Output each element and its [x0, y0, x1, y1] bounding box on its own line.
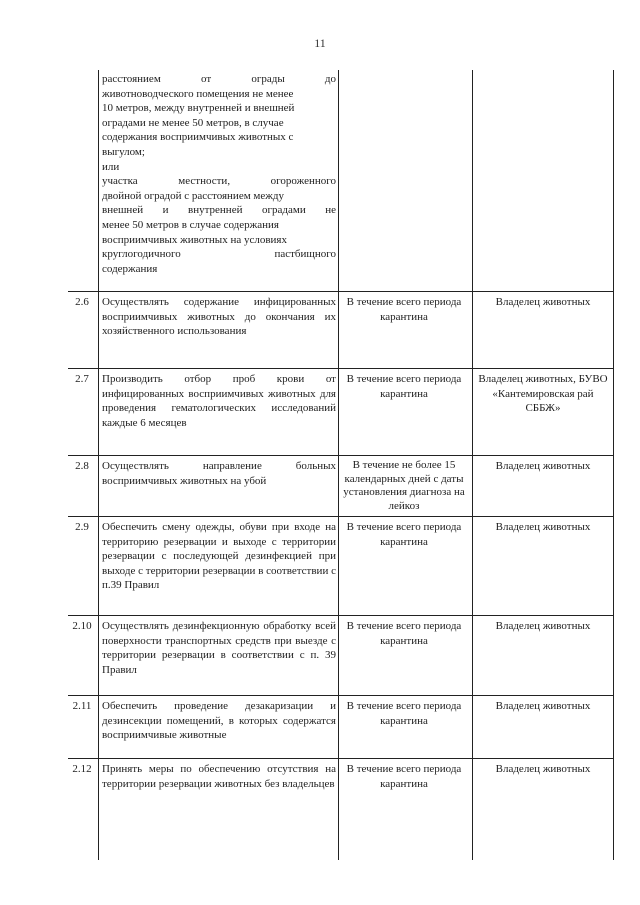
table-row: [68, 615, 614, 695]
table-row: [68, 695, 614, 758]
table-row-continuation: [68, 70, 614, 291]
row-period: В течение всего периода карантина: [346, 700, 462, 727]
text-line: или: [102, 160, 120, 173]
row-action: Осуществлять дезинфекционную обработку всей поверхности транспортных средств при выезде с территории резервации в соответствии с п. 39 Правил: [102, 620, 336, 676]
row-action: Осуществлять направление больных восприимчивых животных на убой: [102, 460, 336, 487]
row-responsible: Владелец животных: [495, 296, 591, 308]
text-line: внешней и внутренней оградами не: [102, 204, 336, 217]
text-line: содержания: [102, 262, 158, 275]
row-action: Обеспечить смену одежды, обуви при входе на территорию резервации и выходе с территории резервации с последующей дезинфекцией при выходе с территории резервации в соответствии с п.39 Правил: [102, 521, 336, 592]
row-period: В течение всего периода карантина: [346, 763, 462, 790]
row-action: Осуществлять содержание инфицированных восприимчивых животных до окончания их хозяйственного использования: [102, 296, 336, 338]
row-responsible: Владелец животных: [495, 700, 591, 712]
text-line: животноводческого помещения не менее: [102, 87, 294, 100]
table-row: [68, 758, 614, 860]
row-responsible: Владелец животных: [495, 460, 591, 472]
row-number: 2.12: [72, 763, 92, 775]
page-number: 11: [314, 36, 326, 50]
row-period: В течение всего периода карантина: [346, 296, 462, 323]
table-row: [68, 455, 614, 516]
row-action: Обеспечить проведение дезакаризации и дезинсекции помещений, в которых содержатся восприимчивые животные: [102, 700, 336, 742]
row-period: В течение всего периода карантина: [346, 373, 462, 400]
text-line: выгулом;: [102, 145, 145, 158]
row-responsible: Владелец животных: [495, 620, 591, 632]
row-number: 2.9: [75, 521, 89, 533]
row-number: 2.8: [75, 460, 89, 472]
text-line: менее 50 метров в случае содержания: [102, 218, 279, 231]
row-number: 2.11: [72, 700, 92, 712]
text-line: расстоянием от ограды до: [102, 73, 336, 85]
row-responsible: Владелец животных: [495, 763, 591, 775]
row-period: В течение всего периода карантина: [346, 620, 462, 647]
row-period: В течение не более 15 календарных дней с даты установления диагноза на лейкоз: [343, 459, 465, 512]
text-line: восприимчивых животных на условиях: [102, 233, 287, 246]
measures-table: [68, 70, 614, 860]
text-line: двойной оградой с расстоянием между: [102, 189, 284, 202]
continuation-text: [102, 72, 336, 276]
text-line: оградами не менее 50 метров, в случае: [102, 116, 284, 129]
table-row: [68, 516, 614, 615]
row-action: Производить отбор проб крови от инфицированных восприимчивых животных для проведения гематологических исследований каждые 6 месяцев: [102, 373, 336, 429]
row-responsible: Владелец животных, БУВО «Кантемировская рай СББЖ»: [478, 373, 608, 415]
row-number: 2.7: [75, 373, 89, 385]
table-row: [68, 368, 614, 455]
text-line: круглогодичного пастбищного: [102, 248, 336, 261]
text-line: содержания восприимчивых животных с: [102, 131, 294, 144]
text-line: 10 метров, между внутренней и внешней: [102, 102, 295, 115]
row-period: В течение всего периода карантина: [346, 521, 462, 548]
row-responsible: Владелец животных: [495, 521, 591, 533]
text-line: участка местности, огороженного: [102, 175, 336, 188]
row-number: 2.6: [75, 296, 89, 308]
row-action: Принять меры по обеспечению отсутствия на территории резервации животных без владельцев: [102, 763, 336, 790]
row-number: 2.10: [72, 620, 92, 632]
table-row: [68, 291, 614, 368]
